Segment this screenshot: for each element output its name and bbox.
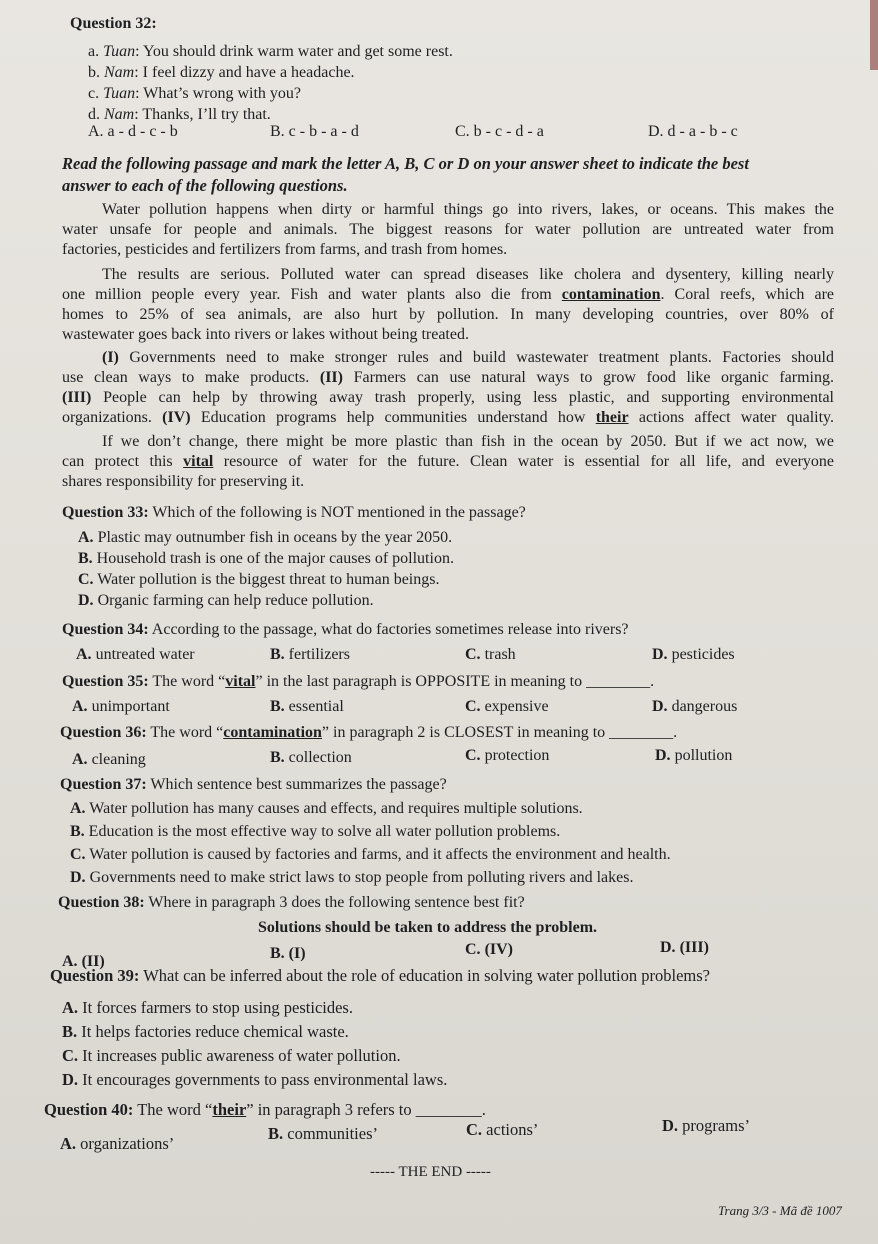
instruction-line-2: answer to each of the following questions. <box>62 176 348 195</box>
q35-stem: Question 35: The word “vital” in the last paragraph is OPPOSITE in meaning to ________. <box>62 673 655 690</box>
q36-option-b[interactable]: B. collection <box>270 749 352 766</box>
q33-option-a[interactable]: A. Plastic may outnumber fish in oceans by the year 2050. <box>78 529 453 546</box>
q38-option-a[interactable]: A. (II) <box>62 953 105 970</box>
q34-option-c[interactable]: C. trash <box>465 646 516 663</box>
passage-p4-line-3: shares responsibility for preserving it. <box>62 473 305 490</box>
word-vital: vital <box>183 453 214 470</box>
q34-option-a[interactable]: A. untreated water <box>76 646 195 663</box>
passage-p4-line-1: If we don’t change, there might be more plastic than fish in the ocean by 2050. But if we act now, we <box>102 433 834 450</box>
q40-option-a[interactable]: A. organizations’ <box>60 1134 175 1153</box>
q39-option-d[interactable]: D. It encourages governments to pass environmental laws. <box>62 1070 448 1089</box>
q39-option-b[interactable]: B. It helps factories reduce chemical waste. <box>62 1022 349 1041</box>
q36-stem: Question 36: The word “contamination” in paragraph 2 is CLOSEST in meaning to ________. <box>60 724 678 741</box>
passage-p1-line-1: Water pollution happens when dirty or harmful things go into rivers, lakes, or oceans. This makes the <box>102 201 834 218</box>
q32-line-a: a. Tuan: You should drink warm water and get some rest. <box>88 43 453 60</box>
passage-p3-line-3: (III) People can help by throwing away trash properly, using less plastic, and supporting environmental <box>62 389 834 406</box>
q33-option-c[interactable]: C. Water pollution is the biggest threat to human beings. <box>78 571 440 588</box>
passage-p3-line-1: (I) Governments need to make stronger rules and build wastewater treatment plants. Factories should <box>102 349 834 366</box>
passage-p2-line-3: homes to 25% of sea animals, are also hurt by pollution. In many developing countries, over 80% of <box>62 306 834 323</box>
q37-option-c[interactable]: C. Water pollution is caused by factories and farms, and it affects the environment and health. <box>70 846 671 863</box>
q35-option-b[interactable]: B. essential <box>270 698 344 715</box>
q40-option-b[interactable]: B. communities’ <box>268 1124 378 1143</box>
q32-line-c: c. Tuan: What’s wrong with you? <box>88 85 302 102</box>
q34-stem: Question 34: According to the passage, what do factories sometimes release into rivers? <box>62 621 629 638</box>
q35-option-c[interactable]: C. expensive <box>465 698 549 715</box>
q32-line-b: b. Nam: I feel dizzy and have a headache. <box>88 64 355 81</box>
q32-title: Question 32: <box>70 15 157 32</box>
q32-option-b[interactable]: B. c - b - a - d <box>270 123 359 140</box>
passage-p1-line-2: water unsafe for people and animals. The biggest reasons for water pollution are untreated water from <box>62 221 834 238</box>
q38-sentence: Solutions should be taken to address the problem. <box>258 919 598 936</box>
q34-option-d[interactable]: D. pesticides <box>652 646 735 663</box>
q39-option-a[interactable]: A. It forces farmers to stop using pesticides. <box>62 998 353 1017</box>
q39-option-c[interactable]: C. It increases public awareness of water pollution. <box>62 1046 401 1065</box>
q36-option-c[interactable]: C. protection <box>465 747 550 764</box>
passage-p2-line-2: one million people every year. Fish and water plants also die from contamination. Coral reefs, which are <box>62 286 834 303</box>
q33-stem: Question 33: Which of the following is NOT mentioned in the passage? <box>62 504 526 521</box>
q32-option-c[interactable]: C. b - c - d - a <box>455 123 544 140</box>
the-end-marker: ----- THE END ----- <box>370 1164 491 1180</box>
q40-option-d[interactable]: D. programs’ <box>662 1116 750 1135</box>
passage-p2-line-1: The results are serious. Polluted water can spread diseases like cholera and dysentery, killing nearly <box>102 266 834 283</box>
passage-p2-line-4: wastewater goes back into rivers or lakes without being treated. <box>62 326 469 343</box>
q35-option-d[interactable]: D. dangerous <box>652 698 738 715</box>
marker-II: (II) <box>319 369 343 386</box>
q38-option-b[interactable]: B. (I) <box>270 945 306 962</box>
q32-option-d[interactable]: D. d - a - b - c <box>648 123 738 140</box>
q38-option-d[interactable]: D. (III) <box>660 939 709 956</box>
q33-option-d[interactable]: D. Organic farming can help reduce pollution. <box>78 592 374 609</box>
page-edge-mark <box>870 0 878 70</box>
marker-IV: (IV) <box>162 409 191 426</box>
q38-stem: Question 38: Where in paragraph 3 does the following sentence best fit? <box>58 894 525 911</box>
q36-option-a[interactable]: A. cleaning <box>72 751 146 768</box>
q37-option-d[interactable]: D. Governments need to make strict laws to stop people from polluting rivers and lakes. <box>70 869 634 886</box>
q32-line-d: d. Nam: Thanks, I’ll try that. <box>88 106 271 123</box>
marker-III: (III) <box>62 389 92 406</box>
q36-option-d[interactable]: D. pollution <box>655 747 733 764</box>
q37-option-a[interactable]: A. Water pollution has many causes and effects, and requires multiple solutions. <box>70 800 583 817</box>
q40-stem: Question 40: The word “their” in paragraph 3 refers to ________. <box>44 1100 486 1119</box>
q34-option-b[interactable]: B. fertilizers <box>270 646 350 663</box>
q38-option-c[interactable]: C. (IV) <box>465 941 513 958</box>
q35-option-a[interactable]: A. unimportant <box>72 698 170 715</box>
marker-I: (I) <box>102 349 119 366</box>
word-contamination: contamination <box>561 286 661 303</box>
q37-stem: Question 37: Which sentence best summarizes the passage? <box>60 776 447 793</box>
passage-p4-line-2: can protect this vital resource of water for the future. Clean water is essential for all life, and everyone <box>62 453 834 470</box>
page-footer: Trang 3/3 - Mã đề 1007 <box>718 1203 842 1218</box>
passage-p1-line-3: factories, pesticides and fertilizers from farms, and trash from homes. <box>62 241 508 258</box>
q32-option-a[interactable]: A. a - d - c - b <box>88 123 178 140</box>
passage-p3-line-2: use clean ways to make products. (II) Farmers can use natural ways to grow food like organic farming. <box>62 369 835 386</box>
instruction-line-1: Read the following passage and mark the letter A, B, C or D on your answer sheet to indicate the best <box>62 154 749 173</box>
q39-stem: Question 39: What can be inferred about the role of education in solving water pollution problems? <box>50 966 710 985</box>
word-their: their <box>595 409 629 426</box>
q33-option-b[interactable]: B. Household trash is one of the major causes of pollution. <box>78 550 454 567</box>
q40-option-c[interactable]: C. actions’ <box>466 1120 539 1139</box>
passage-p3-line-4: organizations. (IV) Education programs help communities understand how their actions affect water quality. <box>62 409 834 426</box>
q37-option-b[interactable]: B. Education is the most effective way to solve all water pollution problems. <box>70 823 561 840</box>
